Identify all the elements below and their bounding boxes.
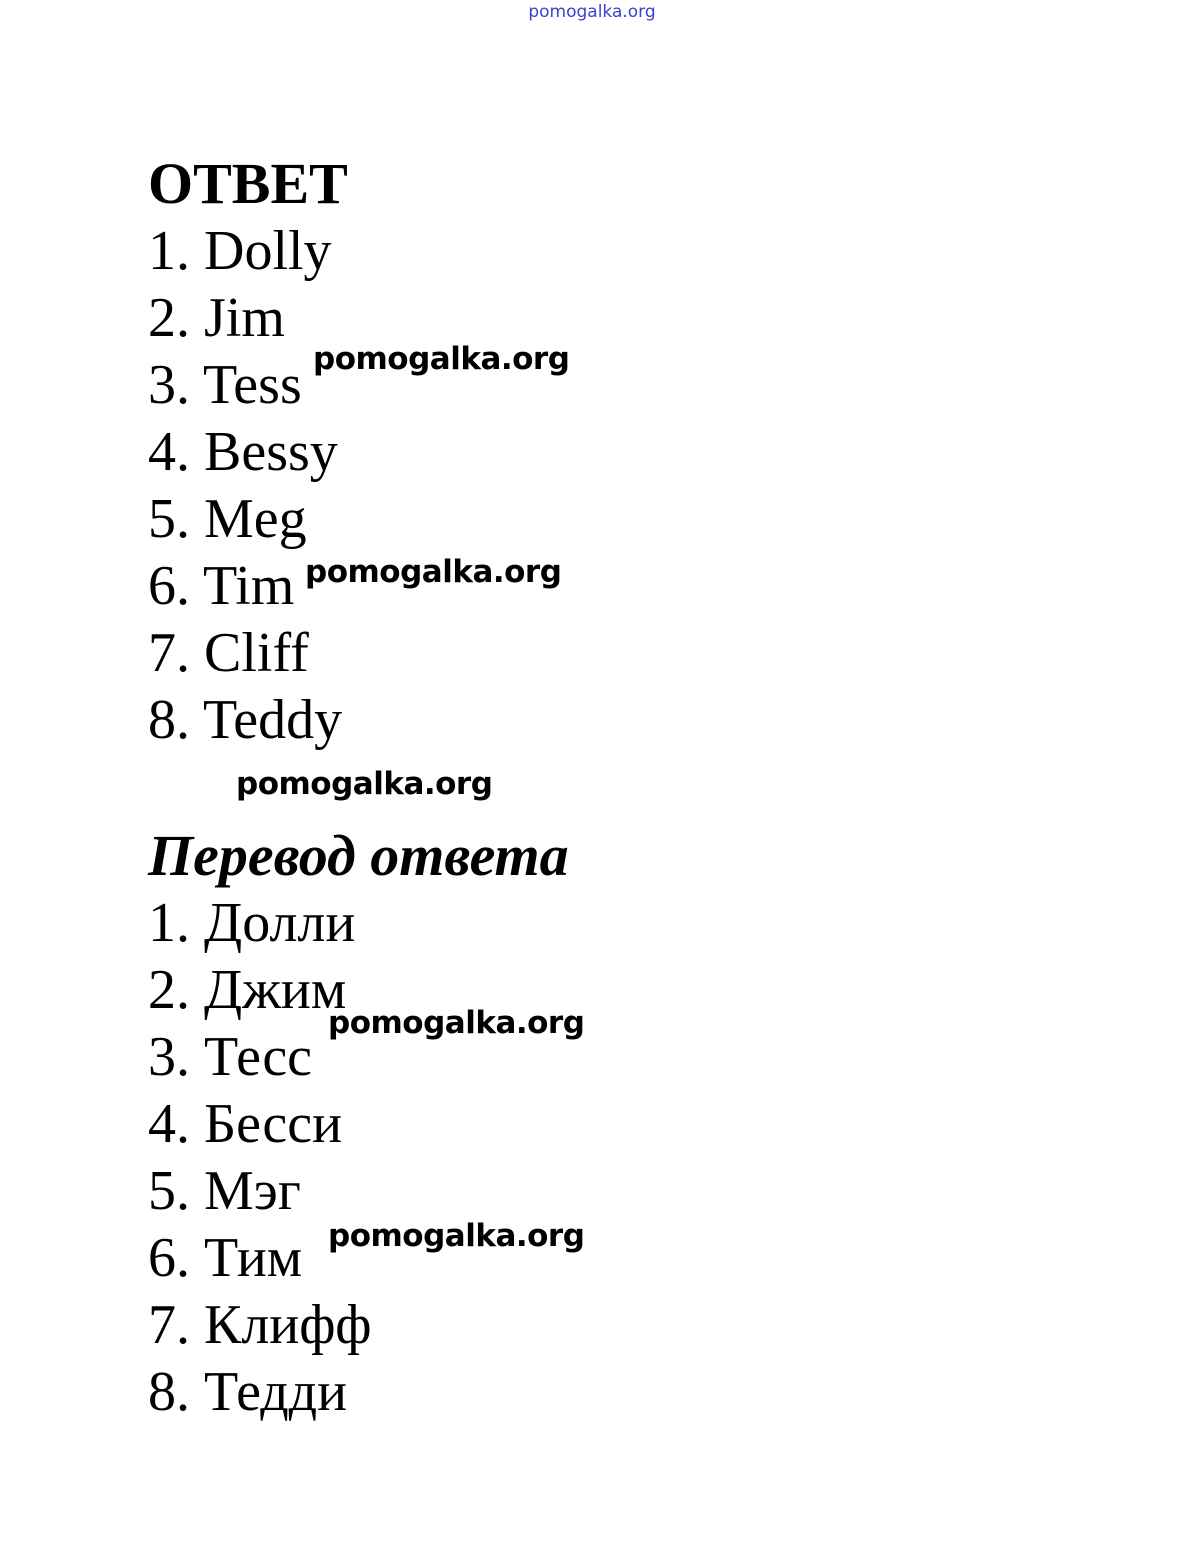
translation-number: 1. (148, 892, 190, 954)
answer-name: Jim (204, 287, 285, 349)
translation-item (148, 1158, 372, 1225)
watermark-text: pomogalka.org (236, 766, 493, 802)
translation-number: 5. (148, 1160, 190, 1222)
translation-item (148, 1091, 372, 1158)
answer-number: 2. (148, 287, 190, 349)
answer-item (148, 486, 342, 553)
translation-number: 3. (148, 1026, 190, 1088)
answer-item (148, 419, 342, 486)
translation-item (148, 890, 372, 957)
answer-number: 7. (148, 622, 190, 684)
answer-number: 8. (148, 689, 190, 751)
watermark-text: pomogalka.org (305, 554, 562, 590)
answer-number: 3. (148, 354, 190, 416)
answer-number: 6. (148, 555, 190, 617)
translation-name: Клифф (204, 1294, 372, 1356)
answer-list (148, 218, 342, 754)
watermark-text: pomogalka.org (328, 1218, 585, 1254)
translation-number: 8. (148, 1361, 190, 1423)
answer-item (148, 687, 342, 754)
answer-name: Meg (204, 488, 307, 550)
answer-number: 1. (148, 220, 190, 282)
translation-name: Долли (204, 892, 356, 954)
translation-heading: Перевод ответа (148, 823, 569, 888)
answer-number: 4. (148, 421, 190, 483)
answer-name: Tess (203, 354, 302, 416)
translation-name: Тедди (204, 1361, 348, 1423)
translation-list (148, 890, 372, 1426)
translation-name: Бесси (204, 1093, 343, 1155)
answer-name: Cliff (204, 622, 309, 684)
translation-name: Мэг (204, 1160, 301, 1222)
translation-name: Джим (204, 959, 347, 1021)
translation-name: Тесс (204, 1026, 313, 1088)
translation-number: 6. (148, 1227, 190, 1289)
translation-number: 7. (148, 1294, 190, 1356)
translation-item (148, 1359, 372, 1426)
answer-item (148, 218, 342, 285)
translation-item (148, 1292, 372, 1359)
watermark-text: pomogalka.org (328, 1005, 585, 1041)
translation-number: 2. (148, 959, 190, 1021)
answer-name: Teddy (203, 689, 343, 751)
answer-name: Bessy (204, 421, 338, 483)
answer-item (148, 620, 342, 687)
answer-name: Dolly (204, 220, 332, 282)
watermark-text: pomogalka.org (313, 341, 570, 377)
site-header-watermark: pomogalka.org (528, 2, 656, 22)
translation-name: Тим (204, 1227, 303, 1289)
translation-number: 4. (148, 1093, 190, 1155)
answer-name: Tim (203, 555, 295, 617)
answer-heading: ОТВЕТ (148, 151, 348, 216)
answer-number: 5. (148, 488, 190, 550)
